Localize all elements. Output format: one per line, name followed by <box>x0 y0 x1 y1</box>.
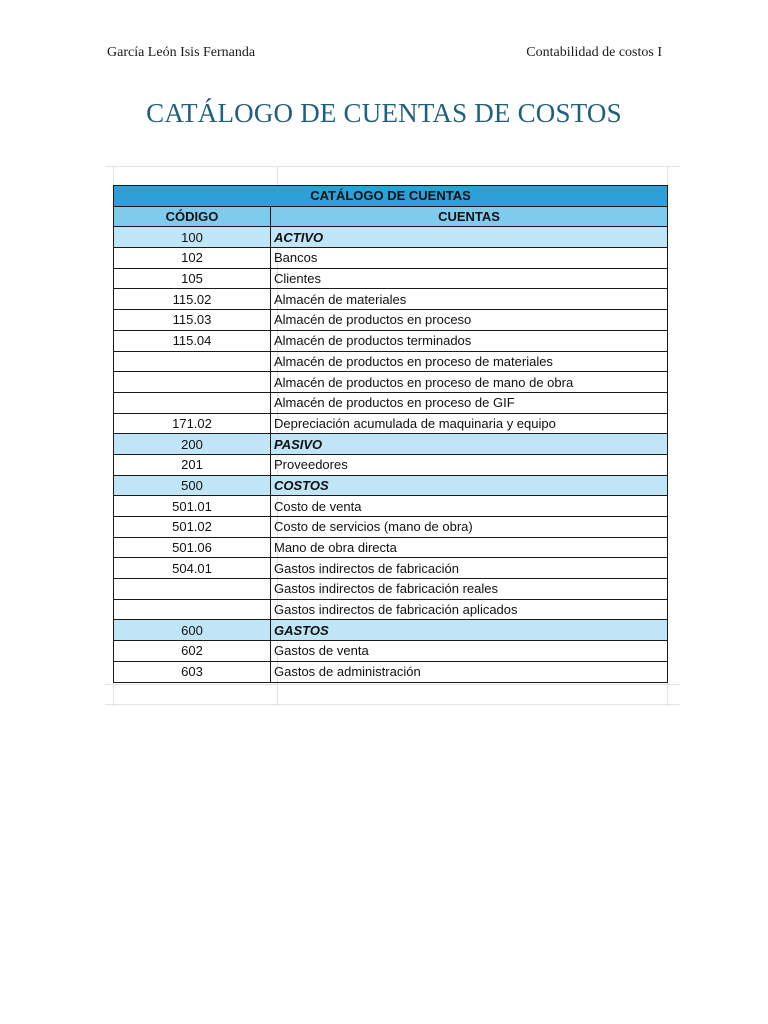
accounts-catalog-table <box>113 185 668 683</box>
account-code: 603 <box>114 661 271 682</box>
account-name: Gastos indirectos de fabricación reales <box>271 579 668 600</box>
account-code: 501.02 <box>114 517 271 538</box>
account-code: 115.02 <box>114 289 271 310</box>
account-code <box>114 579 271 600</box>
table-group-row <box>114 475 668 496</box>
column-header-accounts: CUENTAS <box>271 206 668 227</box>
table-header-row <box>114 206 668 227</box>
account-code: 500 <box>114 475 271 496</box>
table-row <box>114 558 668 579</box>
table-row <box>114 537 668 558</box>
gridline-row-bottom1 <box>105 684 680 685</box>
account-name: Bancos <box>271 248 668 269</box>
account-name: COSTOS <box>271 475 668 496</box>
account-code: 105 <box>114 268 271 289</box>
column-header-code: CÓDIGO <box>114 206 271 227</box>
table-row <box>114 579 668 600</box>
account-code: 501.06 <box>114 537 271 558</box>
account-code <box>114 372 271 393</box>
table-row <box>114 330 668 351</box>
account-code: 501.01 <box>114 496 271 517</box>
gridline-row-top <box>105 166 680 167</box>
table-row <box>114 351 668 372</box>
table-caption: CATÁLOGO DE CUENTAS <box>114 186 668 207</box>
account-name: Almacén de productos en proceso <box>271 310 668 331</box>
account-name: Almacén de materiales <box>271 289 668 310</box>
account-name: Almacén de productos en proceso de materiales <box>271 351 668 372</box>
account-code: 602 <box>114 641 271 662</box>
document-title: CATÁLOGO DE CUENTAS DE COSTOS <box>146 98 622 128</box>
table-row <box>114 661 668 682</box>
table-row <box>114 392 668 413</box>
gridline-row-bottom2 <box>105 704 680 705</box>
account-name: Costo de servicios (mano de obra) <box>271 517 668 538</box>
table-row <box>114 413 668 434</box>
account-name: Clientes <box>271 268 668 289</box>
account-name: Proveedores <box>271 454 668 475</box>
table-row <box>114 641 668 662</box>
table-group-row <box>114 620 668 641</box>
account-name: Almacén de productos en proceso de GIF <box>271 392 668 413</box>
account-name: PASIVO <box>271 434 668 455</box>
account-code: 102 <box>114 248 271 269</box>
table-row <box>114 454 668 475</box>
account-name: Depreciación acumulada de maquinaria y equipo <box>271 413 668 434</box>
account-name: Almacén de productos en proceso de mano de obra <box>271 372 668 393</box>
account-code: 100 <box>114 227 271 248</box>
table-row <box>114 372 668 393</box>
table-row <box>114 517 668 538</box>
table-row <box>114 496 668 517</box>
account-code: 171.02 <box>114 413 271 434</box>
table-group-row <box>114 227 668 248</box>
table-row <box>114 248 668 269</box>
account-code: 504.01 <box>114 558 271 579</box>
account-name: Almacén de productos terminados <box>271 330 668 351</box>
account-name: Gastos de venta <box>271 641 668 662</box>
table-row <box>114 268 668 289</box>
table-caption-row <box>114 186 668 207</box>
table-row <box>114 289 668 310</box>
account-name: Gastos de administración <box>271 661 668 682</box>
account-code: 200 <box>114 434 271 455</box>
account-code: 115.04 <box>114 330 271 351</box>
table-body <box>114 227 668 682</box>
account-name: Gastos indirectos de fabricación <box>271 558 668 579</box>
account-name: ACTIVO <box>271 227 668 248</box>
account-name: Costo de venta <box>271 496 668 517</box>
account-code: 600 <box>114 620 271 641</box>
account-name: GASTOS <box>271 620 668 641</box>
account-name: Gastos indirectos de fabricación aplicados <box>271 599 668 620</box>
account-code: 201 <box>114 454 271 475</box>
header-course: Contabilidad de costos I <box>526 45 662 60</box>
account-name: Mano de obra directa <box>271 537 668 558</box>
table-row <box>114 599 668 620</box>
account-code <box>114 392 271 413</box>
account-code <box>114 351 271 372</box>
table-row <box>114 310 668 331</box>
account-code: 115.03 <box>114 310 271 331</box>
header-author: García León Isis Fernanda <box>107 45 256 60</box>
account-code <box>114 599 271 620</box>
table-group-row <box>114 434 668 455</box>
